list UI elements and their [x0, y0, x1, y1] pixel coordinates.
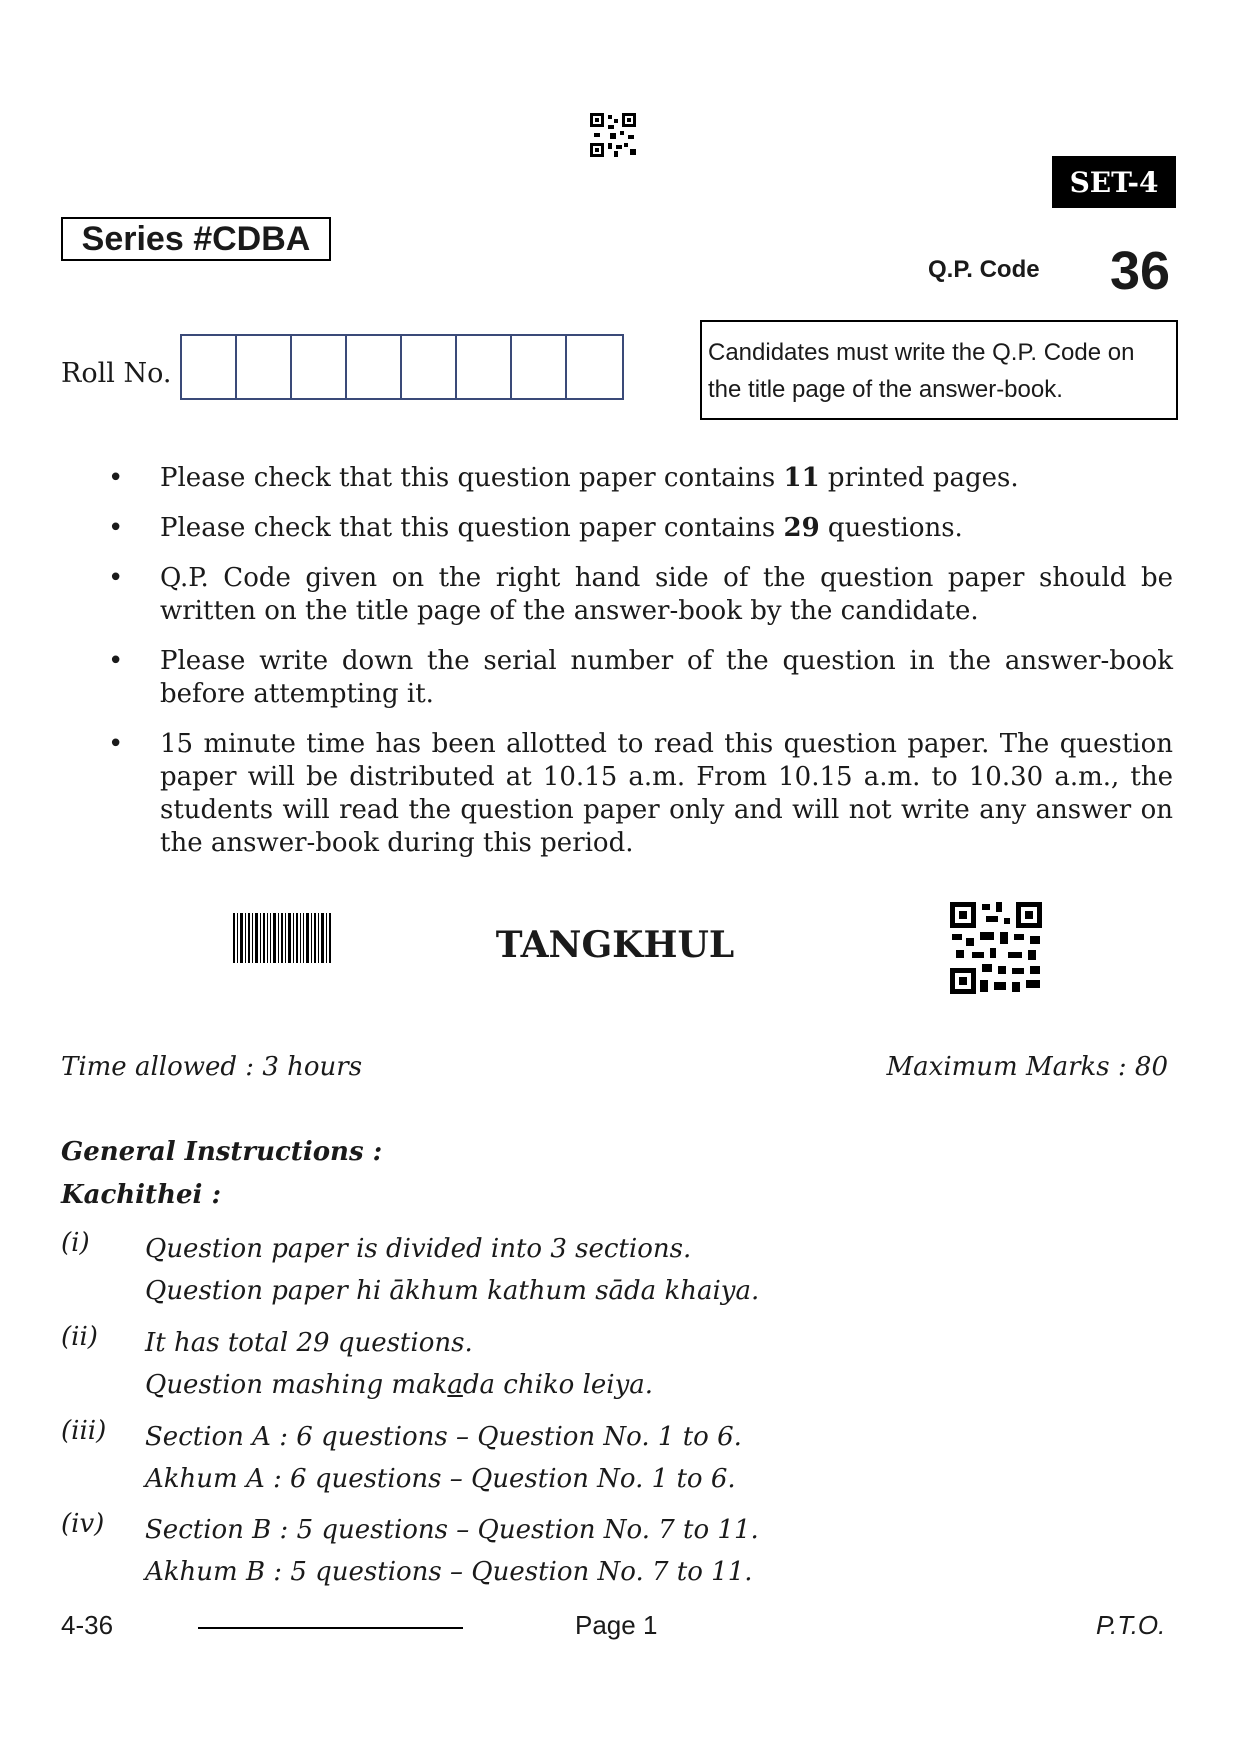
check-item: • 15 minute time has been allotted to read this question paper. The question paper will be distributed at 10.15 a.m. From 10.15 a.m. to 10.30 a.m., the students will read the question paper only and will not write any answer on the answer-book during this period.	[108, 728, 1173, 860]
instruction-number: (i)	[61, 1228, 90, 1258]
roll-digit-box[interactable]	[512, 336, 567, 398]
instruction-english: Section A : 6 questions – Question No. 1 to 6.	[145, 1422, 742, 1452]
series-label: Series #CDBA	[61, 217, 331, 261]
check-item: • Q.P. Code given on the right hand side of the question paper should be written on the title page of the answer-book by the candidate.	[108, 562, 1173, 628]
check-item: • Please write down the serial number of the question in the answer-book before attempting it.	[108, 645, 1173, 711]
general-instructions-heading: General Instructions :	[61, 1137, 383, 1167]
footer-pto: P.T.O.	[1096, 1610, 1166, 1640]
instruction-local: Akhum B : 5 questions – Question No. 7 to 11.	[145, 1557, 753, 1587]
qr-code-icon	[590, 113, 636, 157]
general-instructions-heading-local: Kachithei :	[61, 1180, 222, 1210]
qr-code-icon	[950, 902, 1042, 994]
footer-page-number: Page 1	[575, 1610, 658, 1640]
roll-digit-box[interactable]	[457, 336, 512, 398]
maximum-marks: Maximum Marks : 80	[886, 1052, 1168, 1082]
instruction-number: (ii)	[61, 1322, 98, 1352]
instruction-number: (iii)	[61, 1416, 107, 1446]
roll-digit-box[interactable]	[237, 336, 292, 398]
instruction-local: Question mashing makada chiko leiya.	[145, 1370, 654, 1400]
roll-digit-box[interactable]	[292, 336, 347, 398]
roll-digit-box[interactable]	[402, 336, 457, 398]
footer-paper-code: 4-36	[61, 1610, 114, 1640]
qp-code-label: Q.P. Code	[928, 256, 1040, 283]
roll-digit-box[interactable]	[347, 336, 402, 398]
candidate-note-box: Candidates must write the Q.P. Code on the title page of the answer-book.	[700, 320, 1178, 420]
roll-number-label: Roll No.	[61, 358, 172, 389]
instruction-english: Section B : 5 questions – Question No. 7 to 11.	[145, 1515, 759, 1545]
subject-title: TANGKHUL	[495, 924, 735, 966]
check-item: • Please check that this question paper contains 29 questions.	[108, 512, 1173, 545]
check-item: • Please check that this question paper contains 11 printed pages.	[108, 462, 1173, 495]
time-allowed: Time allowed : 3 hours	[61, 1052, 363, 1082]
check-list	[108, 462, 1173, 877]
instruction-number: (iv)	[61, 1509, 105, 1539]
instruction-local: Akhum A : 6 questions – Question No. 1 to 6.	[145, 1464, 736, 1494]
roll-number-boxes[interactable]	[180, 334, 624, 400]
footer-divider	[198, 1627, 463, 1629]
instruction-english: It has total 29 questions.	[145, 1328, 473, 1358]
roll-digit-box[interactable]	[567, 336, 622, 398]
barcode-icon	[233, 913, 333, 963]
instruction-local: Question paper hi ākhum kathum sāda khaiya.	[145, 1276, 760, 1306]
instruction-english: Question paper is divided into 3 sections.	[145, 1234, 692, 1264]
roll-digit-box[interactable]	[182, 336, 237, 398]
qp-code-value: 36	[1110, 241, 1171, 301]
set-badge: SET-4	[1052, 156, 1176, 208]
